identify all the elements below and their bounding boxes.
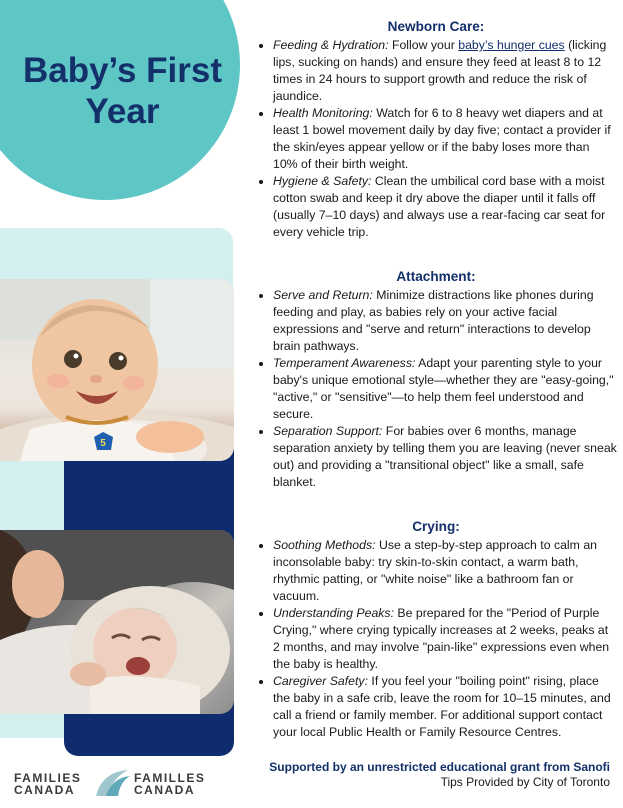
section-heading-attachment: Attachment: xyxy=(396,269,476,284)
item-text: Watch for 6 to 8 heavy wet diapers and at least 1 bowel movement daily by day five; contact a provider if the skin/eyes appear yellow or if the baby loses more than 10% of their birth weight. xyxy=(273,106,611,171)
list-item xyxy=(273,673,617,741)
list-item xyxy=(273,423,617,491)
item-label: Feeding & Hydration: xyxy=(273,38,389,52)
logo-fr-line-1: FAMILLES xyxy=(134,771,206,785)
crying-list xyxy=(255,537,617,741)
item-text: Minimize distractions like phones during feeding and play, as babies rely on your active facial expressions and "serve and return" interactions to develop brain pathways. xyxy=(273,288,594,353)
list-item xyxy=(273,537,617,605)
section-heading-newborn-care: Newborn Care: xyxy=(387,19,485,34)
item-label: Separation Support: xyxy=(273,424,383,438)
newborn-care-list xyxy=(255,37,617,241)
list-item xyxy=(273,605,617,673)
attachment-list xyxy=(255,287,617,491)
logo-en-line-1: FAMILIES xyxy=(14,771,82,785)
list-item xyxy=(273,355,617,423)
bib-number: 5 xyxy=(100,438,106,449)
sponsor-line: Supported by an unrestricted educational grant from Sanofi xyxy=(269,760,610,774)
footer-credits xyxy=(255,760,610,790)
logo-fr-line-2: CANADA xyxy=(134,783,195,797)
logo-en-line-2: CANADA xyxy=(14,783,75,797)
section-crying xyxy=(255,518,617,741)
families-canada-logo xyxy=(14,768,214,798)
item-label: Serve and Return: xyxy=(273,288,373,302)
item-text: Follow your xyxy=(388,38,459,52)
hunger-cues-link[interactable]: baby’s hunger cues xyxy=(458,38,565,52)
logo-swoosh-icon xyxy=(92,768,132,798)
title-line-1: Baby’s First xyxy=(22,51,223,90)
list-item xyxy=(273,287,617,355)
page-title xyxy=(0,50,245,132)
section-attachment xyxy=(255,268,617,491)
list-item xyxy=(273,173,617,241)
baby-smiling-photo xyxy=(0,279,234,461)
item-text: Clean the umbilical cord base with a moist cotton swab and keep it dry above the diaper until it falls off (usually 7–10 days) and always use a rear-facing car seat for every vehicle trip. xyxy=(273,174,606,239)
item-text: Use a step-by-step approach to calm an inconsolable baby: try skin-to-skin contact, a warm bath, rhythmic patting, or "white noise" like a bathroom fan or vacuum. xyxy=(273,538,598,603)
list-item xyxy=(273,105,617,173)
crying-baby-illustration xyxy=(0,530,234,714)
item-label: Hygiene & Safety: xyxy=(273,174,372,188)
item-text: Adapt your parenting style to your baby's unique emotional style—whether they are "easy-going," "active," or "sensitive"—to help them feel understood and secure. xyxy=(273,356,614,421)
item-label: Caregiver Safety: xyxy=(273,674,369,688)
item-text: Be prepared for the "Period of Purple Crying," where crying typically increases at 2 weeks, peaks at 2 months, and may involve "pain-like" expressions even when the baby is healthy. xyxy=(273,606,610,671)
section-heading-crying: Crying: xyxy=(412,519,460,534)
crying-baby-photo xyxy=(0,530,234,714)
title-line-2: Year xyxy=(85,92,160,131)
item-label: Soothing Methods: xyxy=(273,538,376,552)
list-item xyxy=(273,37,617,105)
item-text: If you feel your "boiling point" rising, place the baby in a safe crib, leave the room for 10–15 minutes, and call a friend or family member. For additional support contact your local Public Health or Family Resource Centres. xyxy=(273,674,611,739)
tips-provider-line: Tips Provided by City of Toronto xyxy=(440,775,610,789)
item-text: For babies over 6 months, manage separation anxiety by telling them you are leaving (never sneak out) and providing a "transitional object" like a small, safe blanket. xyxy=(273,424,617,489)
content-column xyxy=(255,18,617,741)
item-label: Temperament Awareness: xyxy=(273,356,416,370)
item-label: Health Monitoring: xyxy=(273,106,373,120)
item-text: (licking lips, sucking on hands) and ensure they feed at least 8 to 12 times in 24 hours to support growth and reduce the risk of jaundice. xyxy=(273,38,607,103)
section-newborn-care xyxy=(255,18,617,241)
item-label: Understanding Peaks: xyxy=(273,606,394,620)
baby-smiling-illustration xyxy=(0,279,234,461)
